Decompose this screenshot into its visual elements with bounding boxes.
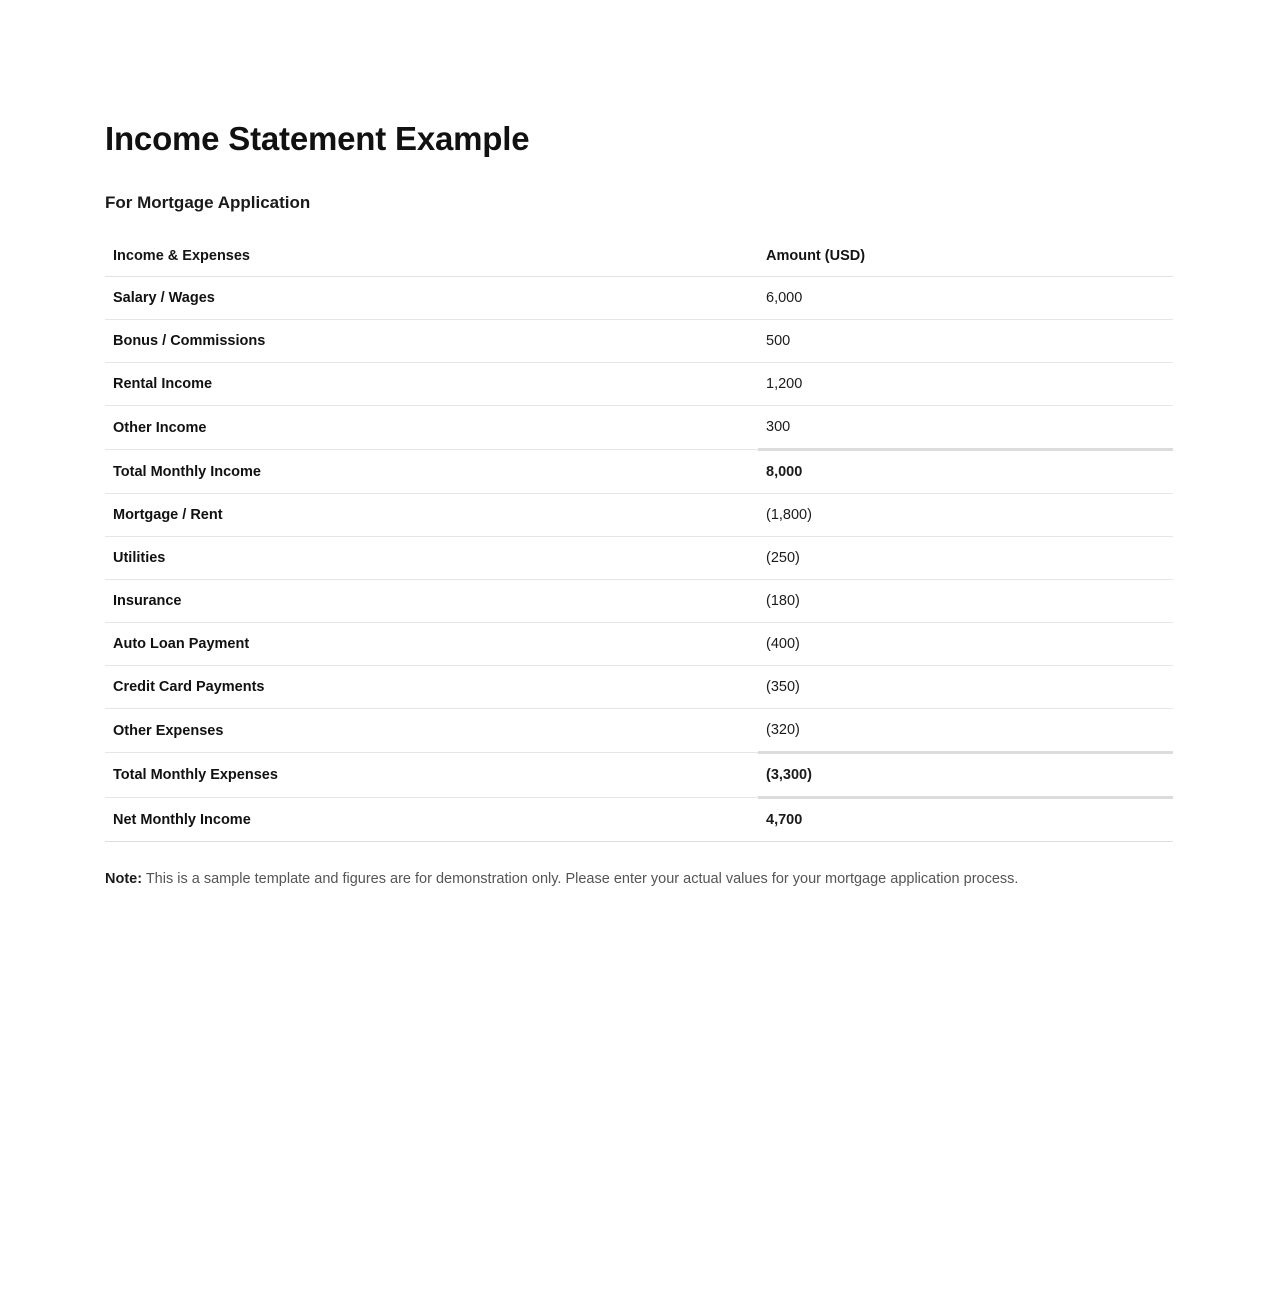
row-label: Credit Card Payments xyxy=(105,666,758,709)
row-label: Other Expenses xyxy=(105,709,758,753)
table-body xyxy=(105,277,1173,842)
table-row xyxy=(105,666,1173,709)
column-header-category: Income & Expenses xyxy=(105,236,758,277)
row-label: Utilities xyxy=(105,537,758,580)
table-row xyxy=(105,798,1173,842)
row-label: Bonus / Commissions xyxy=(105,320,758,363)
page-subtitle: For Mortgage Application xyxy=(105,193,311,212)
row-label: Other Income xyxy=(105,406,758,450)
table-row xyxy=(105,494,1173,537)
row-amount: (250) xyxy=(758,537,1173,580)
column-header-amount: Amount (USD) xyxy=(758,236,1173,277)
row-amount: 8,000 xyxy=(758,450,1173,494)
row-label: Rental Income xyxy=(105,363,758,406)
table-header xyxy=(105,236,1173,277)
row-amount: 300 xyxy=(758,406,1173,450)
footnote xyxy=(105,868,1165,890)
row-amount: 6,000 xyxy=(758,277,1173,320)
income-statement-table xyxy=(105,236,1173,842)
row-label: Net Monthly Income xyxy=(105,798,758,842)
row-amount: (350) xyxy=(758,666,1173,709)
row-amount: 4,700 xyxy=(758,798,1173,842)
table-row xyxy=(105,450,1173,494)
footnote-label: Note: xyxy=(105,870,143,887)
row-label: Mortgage / Rent xyxy=(105,494,758,537)
income-statement-table-container xyxy=(105,236,1173,842)
row-amount: (180) xyxy=(758,580,1173,623)
row-amount: 1,200 xyxy=(758,363,1173,406)
table-row xyxy=(105,277,1173,320)
page-title: Income Statement Example xyxy=(105,120,530,157)
row-amount: (320) xyxy=(758,709,1173,753)
table-row xyxy=(105,753,1173,798)
row-label: Total Monthly Income xyxy=(105,450,758,494)
table-row xyxy=(105,406,1173,450)
row-amount: (1,800) xyxy=(758,494,1173,537)
row-label: Total Monthly Expenses xyxy=(105,753,758,798)
row-label: Salary / Wages xyxy=(105,277,758,320)
table-row xyxy=(105,363,1173,406)
row-amount: (400) xyxy=(758,623,1173,666)
row-amount: 500 xyxy=(758,320,1173,363)
table-row xyxy=(105,537,1173,580)
table-row xyxy=(105,709,1173,753)
table-row xyxy=(105,623,1173,666)
row-label: Insurance xyxy=(105,580,758,623)
table-row xyxy=(105,320,1173,363)
row-label: Auto Loan Payment xyxy=(105,623,758,666)
table-header-row xyxy=(105,236,1173,277)
footnote-text: This is a sample template and figures are for demonstration only. Please enter your actual values for your mortgage application process. xyxy=(142,870,1019,887)
row-amount: (3,300) xyxy=(758,753,1173,798)
table-row xyxy=(105,580,1173,623)
